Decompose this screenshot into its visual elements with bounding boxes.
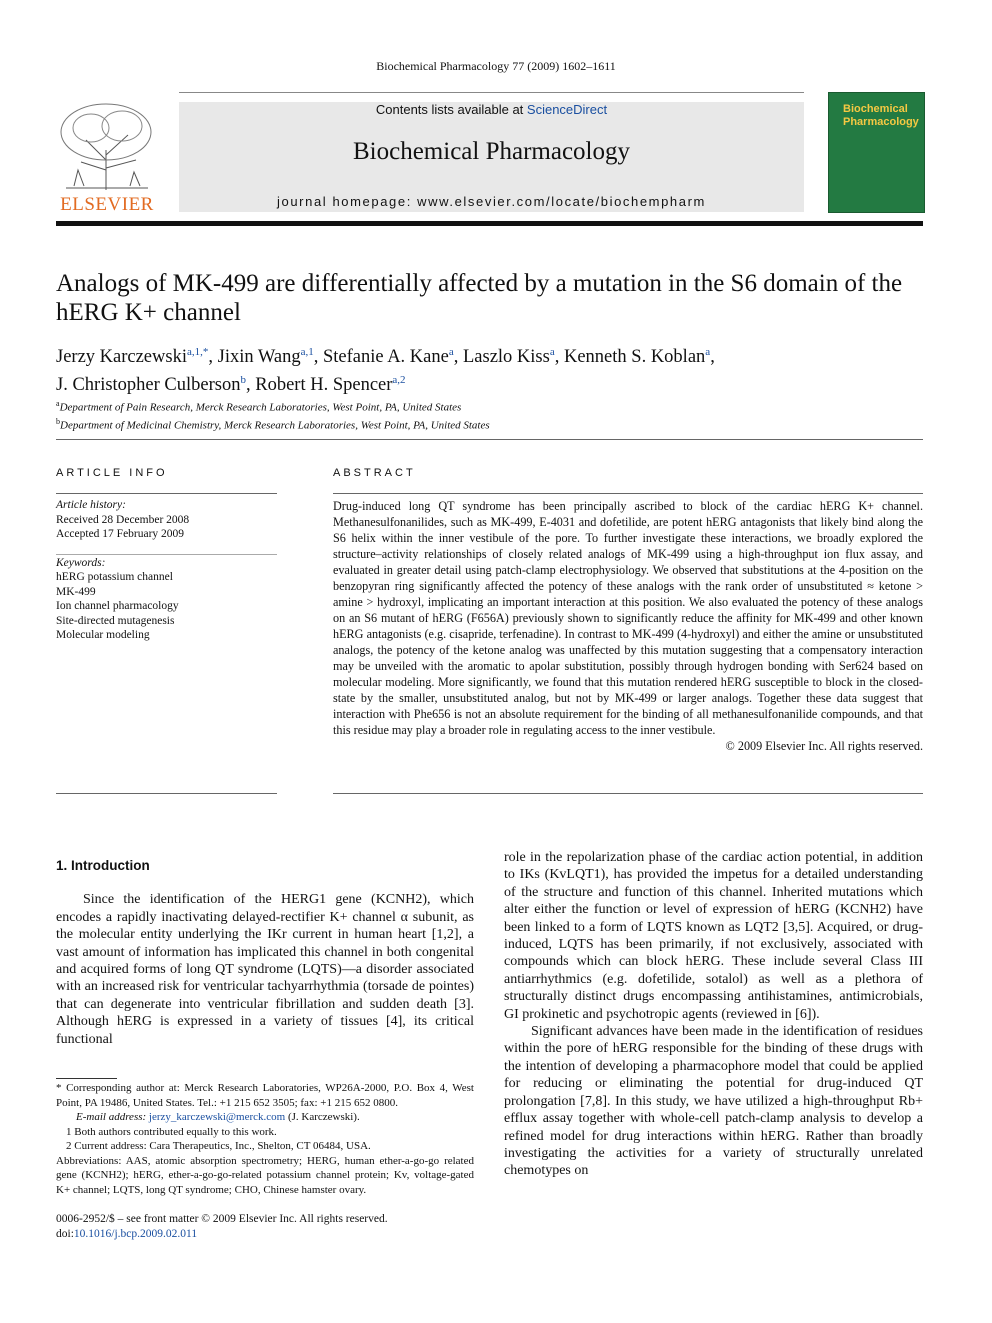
author-name: Robert H. Spencer <box>255 375 393 396</box>
paragraph: Since the identification of the HERG1 gene (KCNH2), which encodes a rapidly inactivating delayed-rectifier K+ channel α subunit, as the molecular entity underlying the IKr current in human heart [1,2], a vast amount of information has implicated this channel in both congenital and acquired forms of long QT syndrome (LQTS)—a disorder associated with an increased risk for ventricular tachyarrhythmia (torsade de pointes) that can degenerate into ventricular fibrillation and sudden death [3]. Although hERG is expressed in a variety of tissues [4], its critical functional <box>56 892 474 1047</box>
doi-link[interactable]: 10.1016/j.bcp.2009.02.011 <box>73 1228 198 1240</box>
article-info-heading: ARTICLE INFO <box>56 467 168 479</box>
keyword-list <box>56 570 277 643</box>
abstract-heading: ABSTRACT <box>333 467 416 479</box>
article-info <box>56 498 277 643</box>
divider <box>333 493 923 494</box>
author <box>323 347 454 367</box>
author-affiliation-marker[interactable]: a <box>705 346 711 358</box>
author-name: Laszlo Kiss <box>463 347 550 368</box>
section-heading: 1. Introduction <box>56 858 150 873</box>
abbreviations: Abbreviations: AAS, atomic absorption spectrometry; HERG, human ether-a-go-go related gene (KCNH2); hERG, ether-a-go-go-related potassium channel protein; Kv, voltage-gated K+ channel; LQTS, long QT syndrome; CHO, Chinese hamster ovary. <box>56 1154 474 1196</box>
paragraph: role in the repolarization phase of the cardiac action potential, in addition to IKs (KvLQT1), has provided the impetus for a detailed understanding of the structure and function of this channel. Inherited mutations which alter either the function or level of expression of hERG (KCNH2) have been linked to a form of LQTS known as LQT2 [3,5]. Acquired, or drug-induced, LQTS has been primarily, if not exclusively, associated with compounds which can block hERG. These include several Class III antiarrhythmics (e.g. dofetilide, sotalol) as well as a plethora of structurally distinct drugs encompassing antihistamines, antimicrobials, GI prokinetic and psychotropic agents (reviewed in [6]). <box>504 850 923 1022</box>
email-label: E-mail address: <box>76 1111 149 1123</box>
divider <box>56 493 277 494</box>
keyword: MK-499 <box>56 585 96 598</box>
abstract <box>333 498 923 754</box>
affiliation-text: Department of Pain Research, Merck Research Laboratories, West Point, PA, United States <box>59 401 462 414</box>
divider <box>56 439 923 440</box>
contents-line <box>179 102 804 117</box>
email-link[interactable]: jerzy_karczewski@merck.com <box>148 1111 286 1123</box>
author <box>56 375 246 395</box>
author <box>218 347 314 367</box>
elsevier-wordmark: ELSEVIER <box>60 194 154 215</box>
affiliation <box>56 397 923 415</box>
author <box>564 347 710 367</box>
author <box>463 347 555 367</box>
header-top-rule <box>179 92 804 93</box>
footnote-rule <box>56 1078 117 1079</box>
copyright: © 2009 Elsevier Inc. All rights reserved. <box>725 739 923 753</box>
author-affiliation-marker[interactable]: b <box>240 374 246 387</box>
footnote-1: 1 Both authors contributed equally to this work. <box>66 1125 277 1138</box>
contents-prefix: Contents lists available at <box>375 102 527 117</box>
keyword: Molecular modeling <box>56 629 150 641</box>
author-list: Jerzy Karczewski$^{a,1,*}$, Jixin Wang$^{a,1}$, Stefanie A. Kane$^a$, Laszlo Kiss$^a$, Kenneth S. Koblan$^a$, J. Christopher Culberson$^b$, Robert H. Spencer$^{a,2}$ <box>56 346 715 396</box>
keyword: hERG potassium channel <box>56 571 173 583</box>
author-affiliation-marker[interactable]: a,2 <box>392 374 406 387</box>
article-title: Analogs of MK-499 are differentially affected by a mutation in the S6 domain of the hERG K+ channel <box>56 270 903 326</box>
author <box>255 375 405 395</box>
author-name: Jerzy Karczewski <box>56 347 187 368</box>
email-suffix: (J. Karczewski). <box>285 1111 360 1123</box>
keywords-label: Keywords: <box>56 556 106 569</box>
keyword: Site-directed mutagenesis <box>56 614 175 627</box>
affiliation-marker: a <box>56 399 60 408</box>
corresponding-author-note: * Corresponding author at: Merck Research Laboratories, WP26A-2000, P.O. Box 4, West Point, PA 19486, United States. Tel.: +1 215 652 3505; fax: +1 215 652 0800. <box>56 1082 474 1109</box>
author-name: Stefanie A. Kane <box>322 347 449 368</box>
divider <box>56 554 277 555</box>
divider <box>56 793 277 794</box>
affiliation-text: Department of Medicinal Chemistry, Merck Research Laboratories, West Point, PA, United States <box>60 419 490 432</box>
header-thick-rule <box>56 221 923 226</box>
author-affiliation-marker[interactable]: a <box>549 346 555 358</box>
body-column-right <box>504 849 923 1180</box>
author-name: Jixin Wang <box>217 347 301 368</box>
issn-line: 0006-2952/$ – see front matter © 2009 Elsevier Inc. All rights reserved. <box>56 1213 388 1225</box>
page-footer <box>56 1212 474 1242</box>
journal-homepage[interactable]: journal homepage: www.elsevier.com/locate/biochempharm <box>277 194 706 209</box>
sciencedirect-link[interactable]: ScienceDirect <box>526 102 608 117</box>
author <box>56 347 208 367</box>
accepted-date: Accepted 17 February 2009 <box>56 528 185 540</box>
journal-title: Biochemical Pharmacology <box>352 138 630 165</box>
footnote-2: 2 Current address: Cara Therapeutics, Inc., Shelton, CT 06484, USA. <box>66 1140 371 1152</box>
cover-title: Biochemical Pharmacology <box>843 103 919 128</box>
received-date: Received 28 December 2008 <box>56 513 190 526</box>
keyword: Ion channel pharmacology <box>56 600 179 612</box>
affiliations <box>56 397 923 432</box>
author-affiliation-marker[interactable]: a,1 <box>300 346 314 358</box>
author-name: J. Christopher Culberson <box>56 375 241 396</box>
affiliation <box>56 415 923 433</box>
affiliation-marker: b <box>56 416 60 426</box>
journal-cover-thumbnail[interactable] <box>828 92 925 213</box>
body-column-left <box>56 857 474 1048</box>
author-name: Kenneth S. Koblan <box>563 347 706 368</box>
author-affiliation-marker[interactable]: a,1,* <box>186 346 209 358</box>
paragraph: Significant advances have been made in the identification of residues within the pore of hERG responsible for the binding of these drugs with the intention of developing a pharmacophore model that could be applied for reducing or eliminating the potential for drug-induced QT prolongation [7,8]. In this study, we have utilized a high-throughput Rb+ efflux assay together with whole-cell patch-clamp analysis to develop a refined model for drug interactions within hERG. Rather than broadly investigating the activities for a variety of structurally unrelated chemotypes on <box>504 1024 923 1179</box>
doi-prefix: doi: <box>56 1228 74 1240</box>
author-affiliation-marker[interactable]: a <box>448 346 454 358</box>
abstract-text: Drug-induced long QT syndrome has been principally ascribed to block of the cardiac hERG K+ channel. Methanesulfonanilides, such as MK-499, E-4031 and dofetilide, are potent hERG antagonists that likely bind along the S6 helix within the inner vestibule of the pore. To further investigate these interactions, we broadly explored the structure–activity relationships of closely related analogs of MK-499 using a high-throughput ion flux assay, and evaluated in greater detail using patch-clamp electrophysiology. We observed that substitutions at the 4-position on the benzopyran ring significantly affected the potency of these analogs with the rank order of unsubstituted ≈ ketone > amine > hydroxyl, implicating an important interaction at this position. We also evaluated the potency of these analogs on an S6 mutant of hERG (F656A) previously shown to significantly reduce the affinity for MK-499 and other known hERG antagonists (e.g. cisapride, terfenadine). In contrast to MK-499 (4-hydroxyl) and either the amine or unsubstituted analogs, the potency of the ketone analog was unaffected by this mutation suggesting that a compensatory interaction may be unveiled with the aromatic to apolar substitution, possibly through hydrogen bonding with Ser624 based on molecular modeling. More significantly, we found that this mutation rendered hERG susceptible to block in the closed-state by the smaller, unsubstituted analog, but not by MK-499 or larger analogs. Together these data suggest that interaction with Phe656 is not an absolute requirement for the binding of all methanesulfonanilide compounds, and that this residue may play a broader role in regulating access to the inner vestibule. <box>333 499 923 737</box>
footnotes <box>56 1081 474 1197</box>
journal-citation: Biochemical Pharmacology 77 (2009) 1602–1611 <box>376 59 616 73</box>
divider <box>333 793 923 794</box>
history-label: Article history: <box>56 499 126 511</box>
